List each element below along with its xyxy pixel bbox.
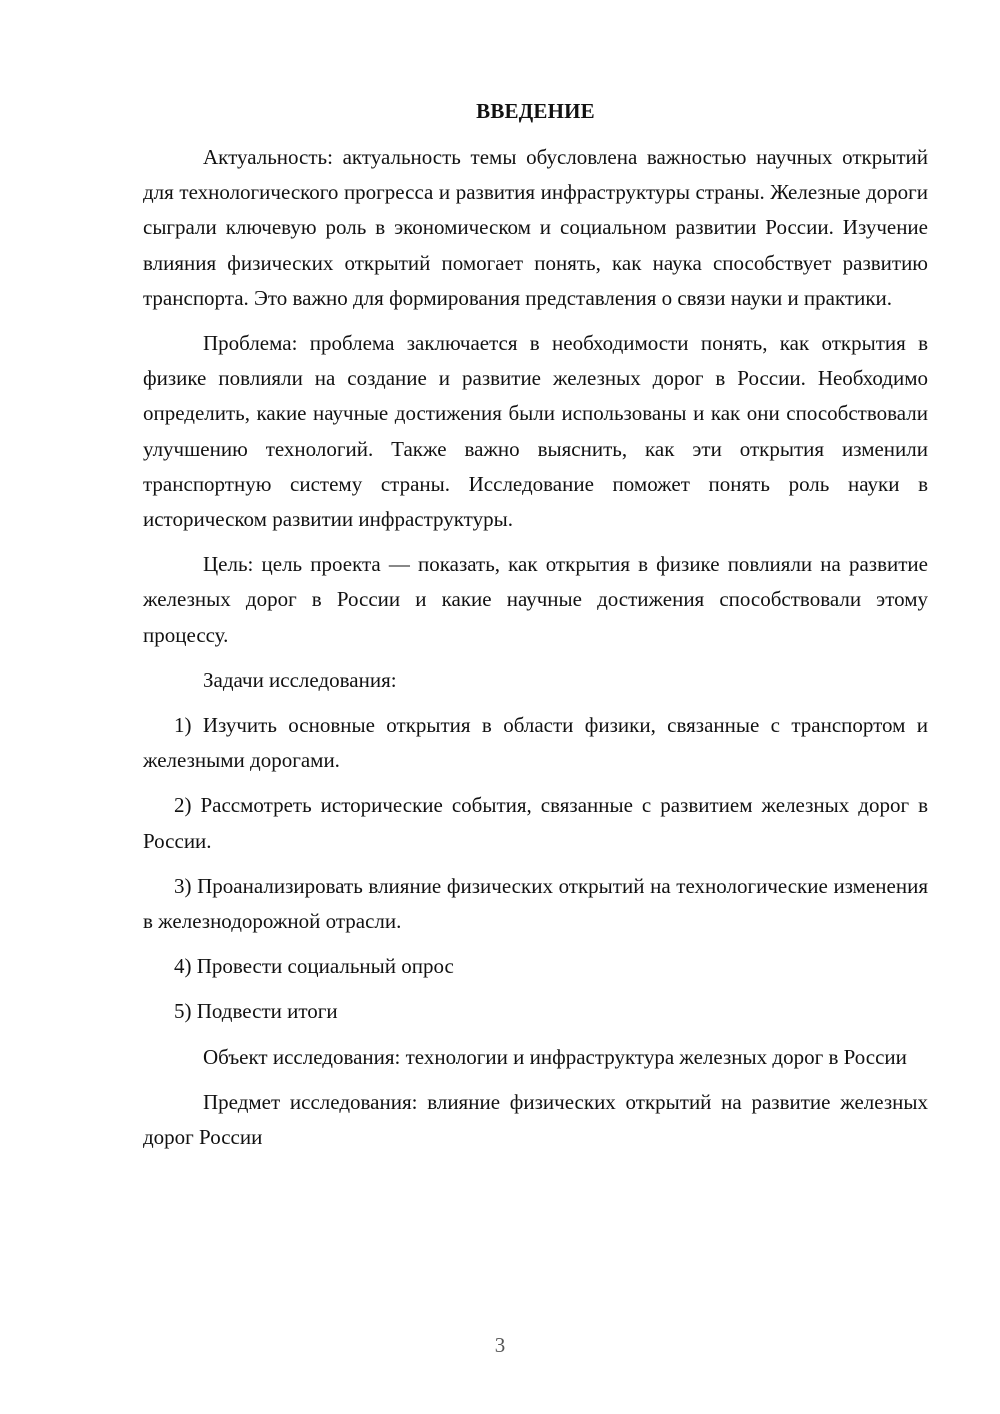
task-item-2: 2) Рассмотреть исторические события, связанные с развитием железных дорог в России. <box>143 793 928 853</box>
task-item-5: 5) Подвести итоги <box>174 999 338 1024</box>
page-number: 3 <box>494 1333 506 1357</box>
task-item-3: 3) Проанализировать влияние физических открытий на технологические изменения в железнодорожной отрасли. <box>143 873 928 934</box>
paragraph-goal: Цель: цель проекта — показать, как открытия в физике повлияли на развитие железных дорог в России и какие научные достижения способствовали этому процессу. <box>143 552 928 647</box>
document-page <box>143 94 928 1165</box>
paragraph-subject: Предмет исследования: влияние физических открытий на развитие железных дорог России <box>143 1089 928 1150</box>
task-item-4: 4) Провести социальный опрос <box>174 954 454 979</box>
paragraph-problem: Проблема: проблема заключается в необходимости понять, как открытия в физике повлияли на создание и развитие железных дорог в России. Необходимо определить, какие научные достижения были использованы и как они способствовали улучшению технологий. Также важно выяснить, как эти открытия изменили транспортную систему страны. Исследование поможет понять роль науки в историческом развитии инфраструктуры. <box>143 331 928 532</box>
page-title: ВВЕДЕНИЕ <box>476 99 595 123</box>
paragraph-relevance: Актуальность: актуальность темы обусловлена важностью научных открытий для технологического прогресса и развития инфраструктуры страны. Железные дороги сыграли ключевую роль в экономическом и социальном развитии России. Изучение влияния физических открытий помогает понять, как наука способствует развитию транспорта. Это важно для формирования представления о связи науки и практики. <box>143 145 928 310</box>
task-item-1: 1) Изучить основные открытия в области физики, связанные с транспортом и железными дорогами. <box>143 713 928 773</box>
paragraph-object: Объект исследования: технологии и инфраструктура железных дорог в России <box>203 1044 907 1069</box>
tasks-heading: Задачи исследования: <box>203 667 397 692</box>
